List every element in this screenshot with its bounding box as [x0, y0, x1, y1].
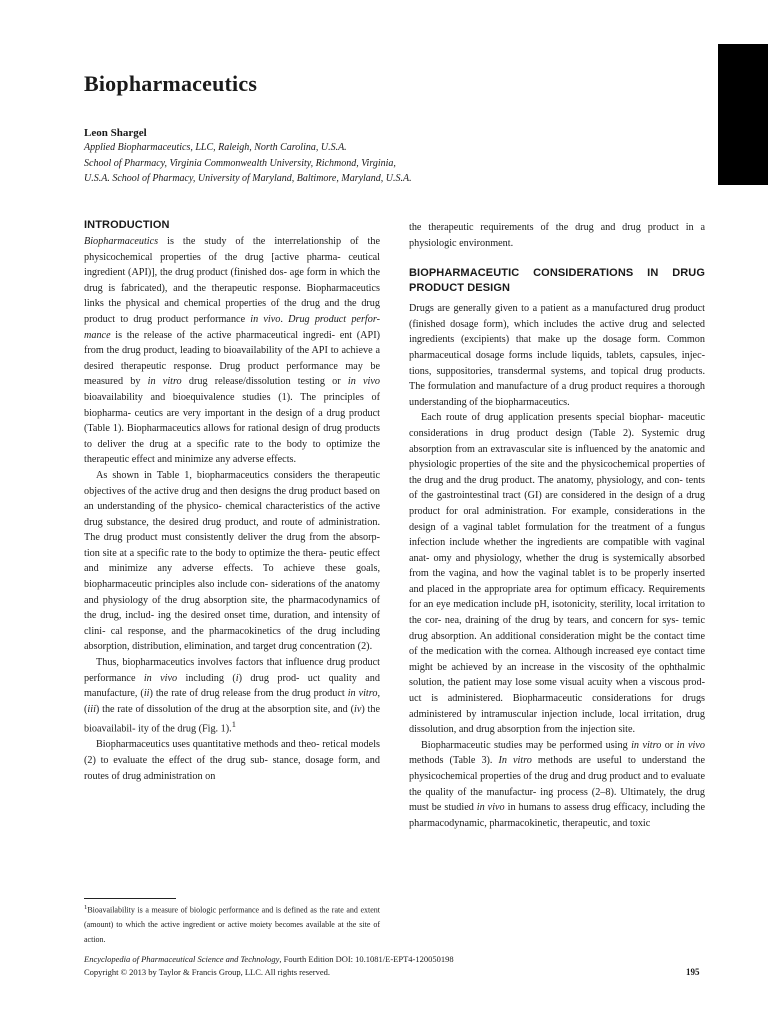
footnote-rule	[84, 898, 176, 899]
author-name: Leon Shargel	[84, 127, 147, 139]
author-affiliations	[84, 140, 644, 187]
design-paragraph-2: Each route of drug application presents special biophar- maceutic considerations in drug product design (Table 2). Systemic drug absorption from an extravascular site is influenced by the anatomic and physiologic properties of the site and the physicochemical properties of the drug and the drug product. The anatomy, physiology, and con- tents of the gastrointestinal tract (GI) are considered in the design of a drug product for oral administration. For example, considerations in the design of a vaginal tablet formulation for the treatment of a fungus infection include whether the ingredients are compatible with vaginal anat- omy and physiology, whether the drug is systemically absorbed from the vagina, and how the vaginal tablet is to be properly inserted and placed in the appropriate area for optimum efficacy. Requirements for an eye medication include pH, isotonicity, sterility, local irritation to the cor- nea, draining of the drug by tears, and concern for sys- temic drug absorption. An additional consideration might be the contact time of the medication with the cornea. Although increased eye contact time might be achieved by an increase in the viscosity of the ophthalmic solution, the patient may lose some visual acuity when a viscous prod- uct is administered. Biopharmaceutic considerations for drugs administered by intramuscular injection include, local irritation, drug dissolution, and drug absorption from the injection site.	[409, 412, 705, 736]
footer-citation	[84, 953, 454, 979]
term-drug-product-performance: Drug product perfor- mance	[84, 313, 380, 341]
footnote-text: Bioavailability is a measure of biologic performance and is defined as the rate and extent (amount) to which the active ingredient or active moiety becomes available at the site of action.	[84, 905, 380, 944]
affiliation-line: School of Pharmacy, Virginia Commonwealth University, Richmond, Virginia,	[84, 157, 396, 169]
intro-paragraph-4: Biopharmaceutics uses quantitative methods and theo- retical models (2) to evaluate the effect of the drug sub- stance, dosage form, and routes of drug administration on	[84, 739, 380, 782]
article-title: Biopharmaceutics	[84, 71, 258, 96]
journal-name: Encyclopedia of Pharmaceutical Science and Technology	[84, 954, 280, 964]
intro-paragraph-3: Thus, biopharmaceutics involves factors that influence drug product performance in vivo including (i) drug prod- uct quality and manufacture, (ii) the rate of drug release from the drug product in vitro, (iii) the rate of dissolution of the drug at the absorption site, and (iv) the bioavailabil- ity of the drug (Fig. 1).$^1$	[84, 657, 380, 735]
design-paragraph-3: Biopharmaceutic studies may be performed using in vitro or in vivo methods (Table 3). In vitro methods are useful to understand the physicochemical properties of the drug and drug product and to evaluate the quality of the manufactur- ing process (2–8). Ultimately, the drug must be studied in vivo in humans to assess drug efficacy, including the pharmacodynamic, pharmacokinetic, therapeutic, and toxic	[409, 739, 705, 829]
footnote-number: 1	[84, 904, 88, 911]
page-number: 195	[686, 967, 700, 977]
section-heading-design: BIOPHARMACEUTIC CONSIDERATIONS IN DRUG PRODUCT DESIGN	[409, 267, 705, 295]
copyright-line: Copyright © 2013 by Taylor & Francis Group, LLC. All rights reserved.	[84, 967, 331, 977]
continued-paragraph: the therapeutic requirements of the drug and drug product in a physiologic environment.	[409, 222, 705, 249]
left-column	[84, 218, 380, 784]
term-biopharmaceutics: Biopharmaceutics	[84, 236, 159, 247]
affiliation-line: Applied Biopharmaceutics, LLC, Raleigh, North Carolina, U.S.A.	[84, 142, 347, 153]
edition-doi: , Fourth Edition DOI: 10.1081/E-EPT4-120050198	[279, 954, 454, 964]
intro-paragraph-1: Biopharmaceutics is the study of the interrelationship of the physicochemical properties of the drug [active pharma- ceutical ingredient (API)], the drug product (finished dos- age form in which the drug is fabricated), and the therapeutic response. Biopharmaceutics links the physical and chemical properties of the drug and the drug product to drug product performance in vivo. Drug product perfor- mance is the release of the active pharmaceutical ingredi- ent (API) from the drug product, leading to bioavailability of the API to achieve a desired therapeutic response. Drug product performance may be measured by in vitro drug release/dissolution testing or in vivo bioavailability and bioequivalence studies (1). The principles of biopharma- ceutics are very important in the design of a drug product (Table 1). Biopharmaceutics allows for rational design of drug products to deliver the drug at a specific rate to the body to optimize the therapeutic effect and minimize any adverse effects.	[84, 236, 380, 466]
design-paragraph-1: Drugs are generally given to a patient as a manufactured drug product (finished dosage form), which includes the active drug and selected ingredients (excipients) that make up the dosage form. Common pharmaceutical dosage forms include liquids, tablets, capsules, injec- tions, suppositories, transdermal systems, and topical drug products. The formulation and manufacture of a drug product requires a thorough understanding of the biopharmaceutics.	[409, 303, 705, 408]
intro-paragraph-2: As shown in Table 1, biopharmaceutics considers the therapeutic objectives of the active drug and then designs the drug product based on an understanding of the physico- chemical characteristics of the active drug substance, the desired drug product, and route of administration. The drug product must consistently deliver the drug from the absorp- tion site at a specific rate to the body to optimize the thera- peutic effect and minimize any adverse effects. To achieve these goals, biopharmaceutic principles also include con- siderations of the anatomy and physiology of the drug absorption site, the pharmacodynamics of the drug, includ- ing the desired onset time, duration, and intensity of clini- cal response, and the pharmacokinetics of the drug including absorption, distribution, elimination, and target drug concentration (2).	[84, 469, 380, 653]
affiliation-line: U.S.A. School of Pharmacy, University of Maryland, Baltimore, Maryland, U.S.A.	[84, 173, 412, 184]
footnote-marker: 1	[231, 719, 236, 730]
footnote	[84, 901, 380, 947]
section-heading-introduction: INTRODUCTION	[84, 219, 170, 231]
chapter-tab-marker	[718, 44, 768, 185]
right-column	[409, 220, 705, 831]
